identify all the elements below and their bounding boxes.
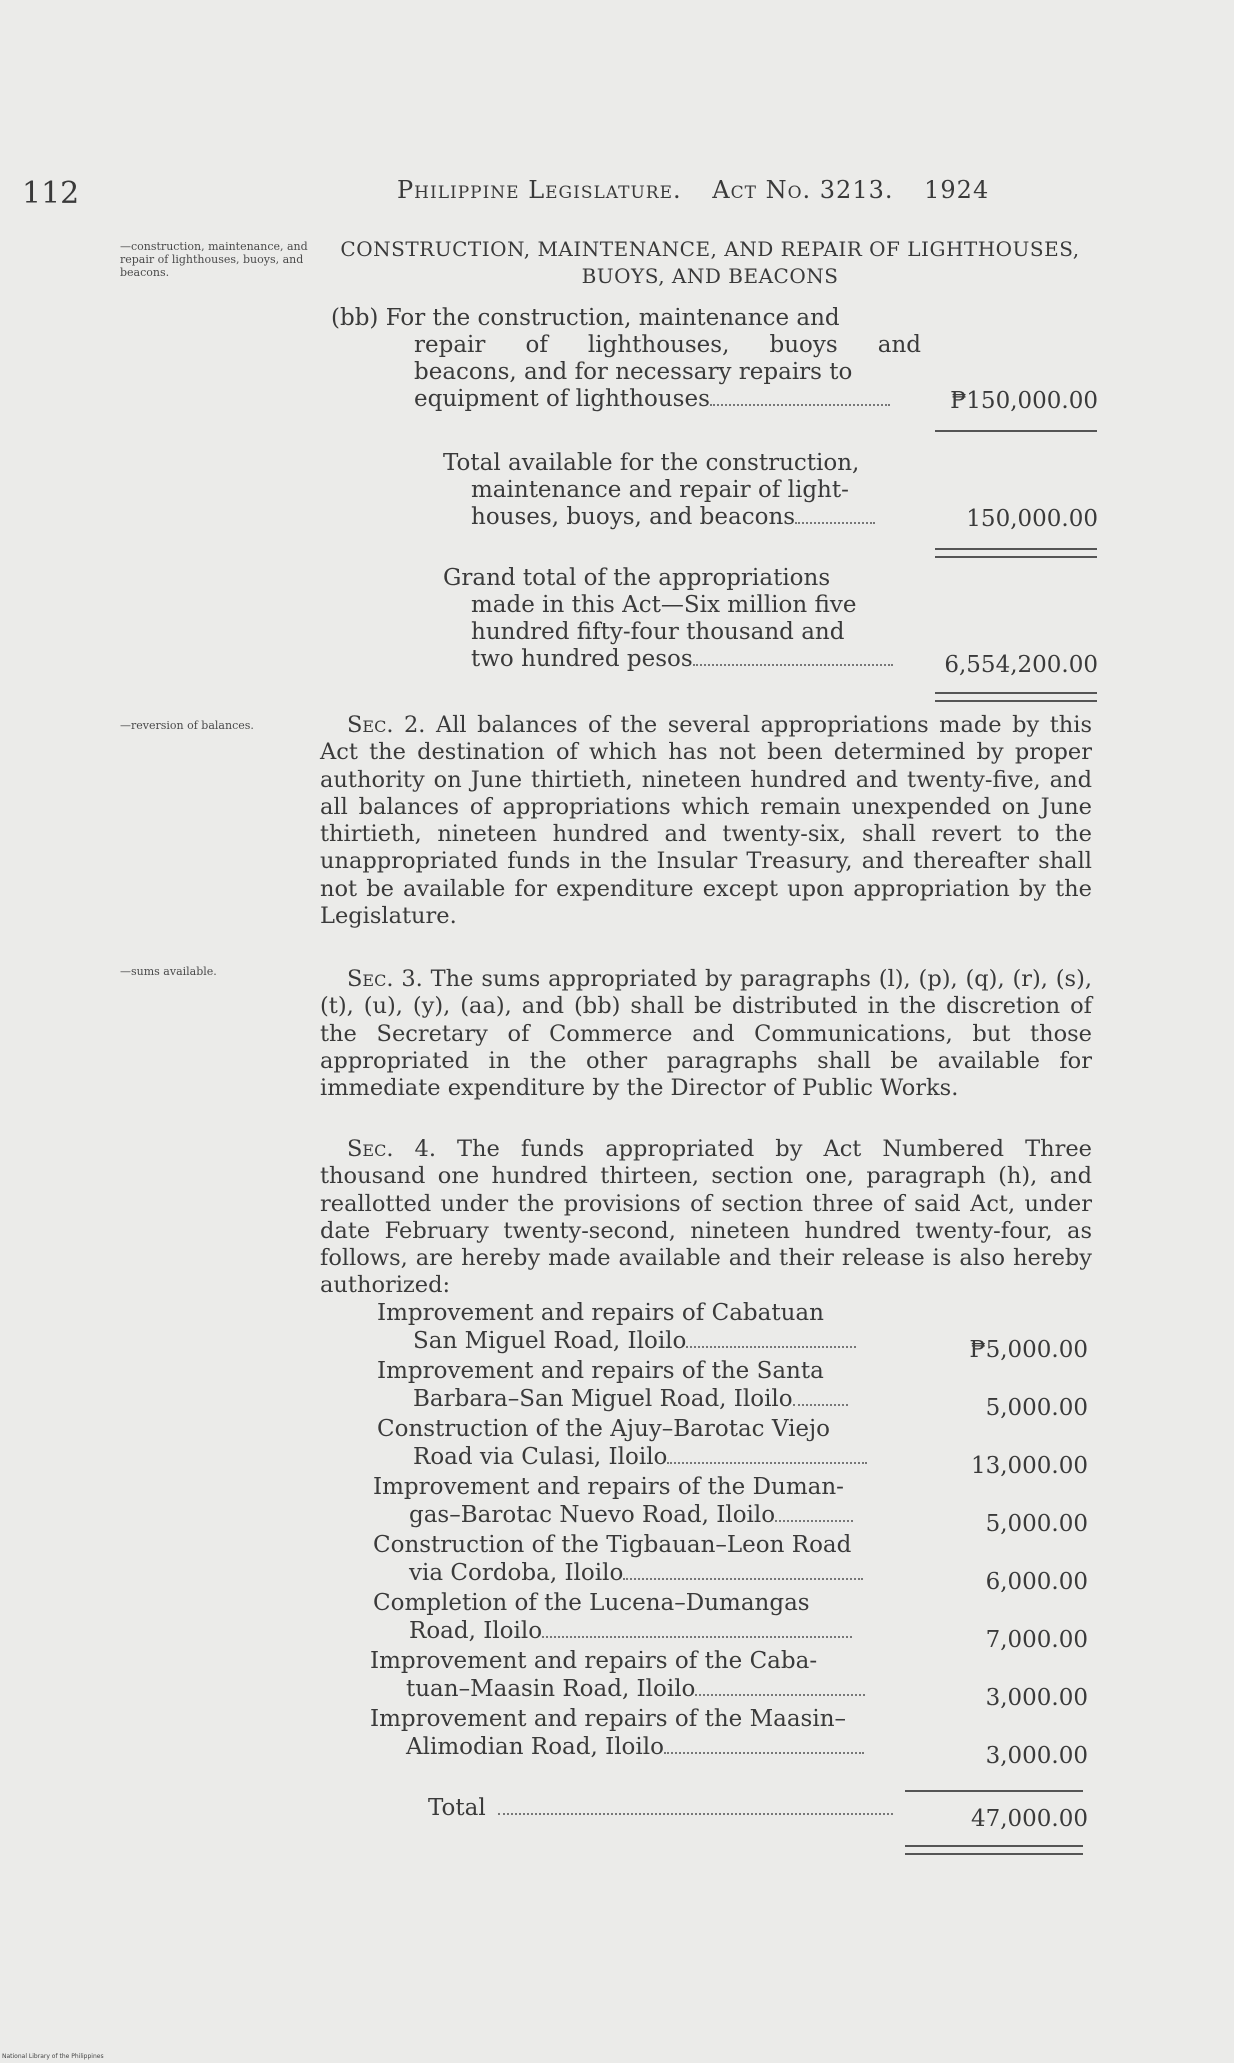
fund-item [373,1532,909,1587]
fund-item [373,1474,909,1529]
double-rule [905,1845,1083,1855]
double-rule [935,548,1097,558]
total-available-line3: houses, buoys, and beacons [443,504,921,531]
total-available-line2: maintenance and repair of light- [471,477,849,503]
total-available-line1: Total available for the construction, [443,450,860,476]
fund-item-line2: via Cordoba, Iloilo [373,1560,909,1588]
fund-item-amount: 3,000.00 [985,1685,1088,1711]
fund-item [373,1590,909,1645]
fund-total-label: Total [428,1795,486,1821]
fund-item-line2: San Miguel Road, Iloilo [377,1328,909,1356]
fund-item-line1: Improvement and repairs of Cabatuan [377,1300,824,1326]
fund-item-amount: 5,000.00 [985,1395,1088,1421]
section-heading-line1: CONSTRUCTION, MAINTENANCE, AND REPAIR OF LIGHTHOUSES, [340,237,1080,261]
appropriation-bb-line3: beacons, and for necessary repairs to [414,359,853,385]
running-title: Philippine Legislature. [397,176,682,204]
section-2-label: Sec. 2. [347,712,426,738]
section-3-label: Sec. 3. [347,966,423,992]
fund-item-line2: Road via Culasi, Iloilo [377,1444,909,1472]
fund-item-line1: Improvement and repairs of the Duman- [373,1474,844,1500]
appropriation-bb-amount: ₱150,000.00 [950,388,1098,414]
section-2-text: All balances of the several appropriations made by this Act the destination of which has not been determined by proper authority on June thirtieth, nineteen hundred and twenty-five, and all balances of appropriations which remain unexpended on June thirtieth, nineteen hundred and twenty-six, shall revert to the unappropriated funds in the Insular Treasury, and thereafter shall not be available for expenditure except upon appropriation by the Legislature. [320,712,1093,930]
appropriation-bb-line4: equipment of lighthouses [331,386,921,413]
margin-note-reversion: —reversion of balances. [120,719,254,732]
fund-item-line1: Construction of the Ajuy–Barotac Viejo [377,1416,831,1442]
section-3-text: The sums appropriated by paragraphs (l), (p), (q), (r), (s), (t), (u), (y), (aa), and (bb) shall be distributed in the discretion of the Secretary of Commerce and Communications, but those appropriated in the other paragraphs shall be available for immediate expenditure by the Director of Public Works. [320,966,1093,1102]
fund-item-line2: Barbara–San Miguel Road, Iloilo [377,1386,909,1414]
grand-total [443,565,921,673]
grand-total-line4: two hundred pesos [443,646,921,673]
running-head [397,176,989,204]
margin-note-construction: —construction, maintenance, and repair of lighthouses, buoys, and beacons. [120,240,308,279]
grand-total-amount: 6,554,200.00 [944,652,1098,678]
fund-item-line1: Improvement and repairs of the Caba- [370,1648,818,1674]
act-number: Act No. 3213. [712,176,894,204]
fund-item-line2: tuan–Maasin Road, Iloilo [370,1676,909,1704]
year: 1924 [924,176,990,204]
fund-item-amount: ₱5,000.00 [969,1337,1088,1363]
footer-credit: National Library of the Philippines [2,2053,104,2060]
total-available-amount: 150,000.00 [966,506,1098,532]
section-4-label: Sec. 4. [347,1136,436,1162]
fund-item-amount: 5,000.00 [985,1511,1088,1537]
grand-total-line2: made in this Act—Six million five [471,592,857,618]
rule [935,430,1097,432]
fund-item-amount: 3,000.00 [985,1743,1088,1769]
fund-item-amount: 13,000.00 [970,1453,1088,1479]
appropriation-bb-line2: repair of lighthouses, buoys and [414,332,921,358]
fund-item-line1: Completion of the Lucena–Dumangas [373,1590,810,1616]
fund-item-amount: 7,000.00 [985,1627,1088,1653]
fund-item [377,1300,909,1355]
appropriation-bb [331,305,921,413]
fund-item-line1: Improvement and repairs of the Maasin– [370,1706,847,1732]
section-2 [320,712,1092,930]
page-number: 112 [22,176,80,211]
fund-total [428,1795,908,1822]
appropriation-bb-line1: (bb) For the construction, maintenance and [331,305,840,331]
total-available [443,450,921,531]
fund-item [370,1648,909,1703]
section-heading [320,236,1100,290]
fund-item [370,1706,909,1761]
fund-item-line1: Improvement and repairs of the Santa [377,1358,824,1384]
margin-note-sums: —sums available. [120,965,217,978]
section-4-text: The funds appropriated by Act Numbered Three thousand one hundred thirteen, section one, paragraph (h), and reallotted under the provisions of section three of said Act, under date February twenty-second, nineteen hundred twenty-four, as follows, are hereby made available and their release is also hereby authorized: [320,1136,1093,1299]
fund-item [377,1358,909,1413]
fund-item-line2: gas–Barotac Nuevo Road, Iloilo [373,1502,909,1530]
fund-item-line2: Alimodian Road, Iloilo [370,1734,909,1762]
section-4 [320,1136,1092,1300]
fund-total-amount: 47,000.00 [970,1806,1088,1832]
fund-item-amount: 6,000.00 [985,1569,1088,1595]
section-3 [320,966,1092,1102]
fund-item-line2: Road, Iloilo [373,1618,909,1646]
section-heading-line2: BUOYS, AND BEACONS [581,264,839,288]
grand-total-line1: Grand total of the appropriations [443,565,831,591]
fund-item-line1: Construction of the Tigbauan–Leon Road [373,1532,852,1558]
rule [905,1790,1083,1792]
grand-total-line3: hundred fifty-four thousand and [471,619,845,645]
fund-item [377,1416,909,1471]
double-rule [935,692,1097,702]
